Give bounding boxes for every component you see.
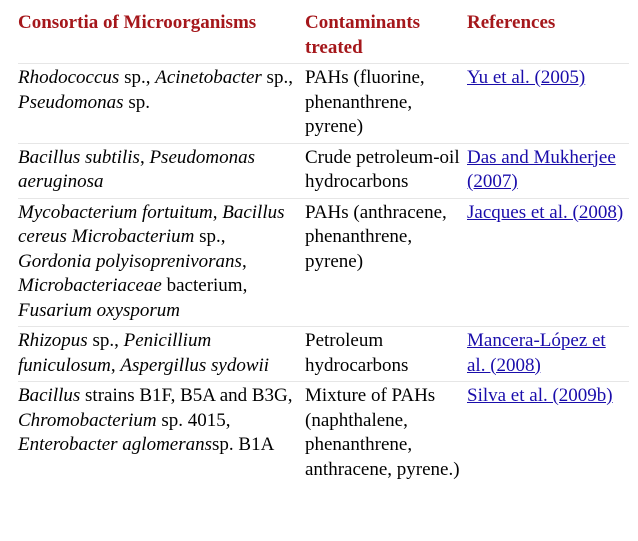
organism-name: Enterobacter aglomerans — [18, 434, 213, 455]
reference-link[interactable]: Silva et al. (2009b) — [467, 385, 613, 406]
organism-name: Aspergillus sydowii — [120, 354, 270, 376]
reference-cell — [465, 327, 629, 382]
reference-link[interactable]: Mancera-López et al. (2008) — [467, 330, 606, 376]
organism-name: Pseudomonas — [18, 91, 124, 113]
organism-name: Bacillus — [18, 385, 81, 406]
organisms-cell — [18, 143, 301, 198]
table-row — [18, 198, 629, 327]
organism-text: sp., — [194, 226, 226, 247]
contaminants-cell: Mixture of PAHs (naphthalene, phenanthrene, anthracene, pyrene.) — [301, 382, 465, 486]
reference-cell — [465, 64, 629, 144]
table-body — [18, 64, 629, 486]
organism-name: Penicillium funiculosum — [18, 330, 212, 376]
contaminants-cell: Petroleum hydrocarbons — [301, 327, 465, 382]
organisms-cell — [18, 382, 301, 486]
organism-name: Microbacteriaceae — [18, 275, 162, 296]
table-row — [18, 327, 629, 382]
organism-text: , — [241, 250, 247, 272]
organism-text: , — [212, 201, 223, 223]
organism-name: Fusarium oxysporum — [18, 299, 181, 321]
reference-link[interactable]: Das and Mukherjee (2007) — [467, 146, 616, 192]
organism-name: Chromobacterium — [18, 409, 157, 431]
contaminants-cell: PAHs (anthracene, phenanthrene, pyrene) — [301, 198, 465, 327]
organism-name: Acinetobacter — [155, 67, 262, 88]
organism-name: Rhizopus — [18, 330, 88, 351]
reference-link[interactable]: Jacques et al. (2008) — [467, 201, 624, 223]
organism-text: sp. B1A — [212, 434, 275, 455]
header-contaminants: Contaminants treated — [301, 9, 465, 64]
reference-cell — [465, 382, 629, 486]
organism-name: Gordonia polyisoprenivorans — [18, 250, 242, 272]
organism-name: Pseudomonas aeruginosa — [18, 146, 255, 192]
organism-name: Rhodococcus — [18, 67, 120, 88]
organism-text: , — [110, 354, 121, 376]
consortia-table — [18, 9, 629, 485]
table-row — [18, 64, 629, 144]
organism-text: bacterium, — [161, 275, 248, 296]
reference-link[interactable]: Yu et al. (2005) — [467, 67, 586, 88]
organism-text: sp. 4015, — [156, 409, 231, 431]
reference-cell — [465, 143, 629, 198]
organism-text: sp., — [261, 67, 293, 88]
organism-name: Bacillus subtilis — [18, 146, 140, 168]
organism-name: Mycobacterium fortuitum — [18, 201, 213, 223]
organism-text: sp., — [87, 330, 124, 351]
contaminants-cell: Crude petroleum-oil hydrocarbons — [301, 143, 465, 198]
organism-text: strains B1F, B5A and B3G, — [80, 385, 293, 406]
organism-name: Bacillus cereus Microbacterium — [18, 201, 285, 247]
table-row — [18, 143, 629, 198]
contaminants-cell: PAHs (fluorine, phenanthrene, pyrene) — [305, 67, 425, 137]
organisms-cell — [18, 198, 301, 327]
header-consortia: Consortia of Microorganisms — [18, 9, 301, 64]
table-header-row — [18, 9, 629, 64]
organisms-cell — [18, 64, 301, 144]
reference-cell — [465, 198, 629, 327]
header-references: References — [465, 9, 629, 64]
organism-text: sp. — [123, 91, 150, 113]
organisms-cell — [18, 327, 301, 382]
organism-text: , — [139, 146, 150, 168]
table-row — [18, 382, 629, 486]
organism-text: sp., — [119, 67, 156, 88]
